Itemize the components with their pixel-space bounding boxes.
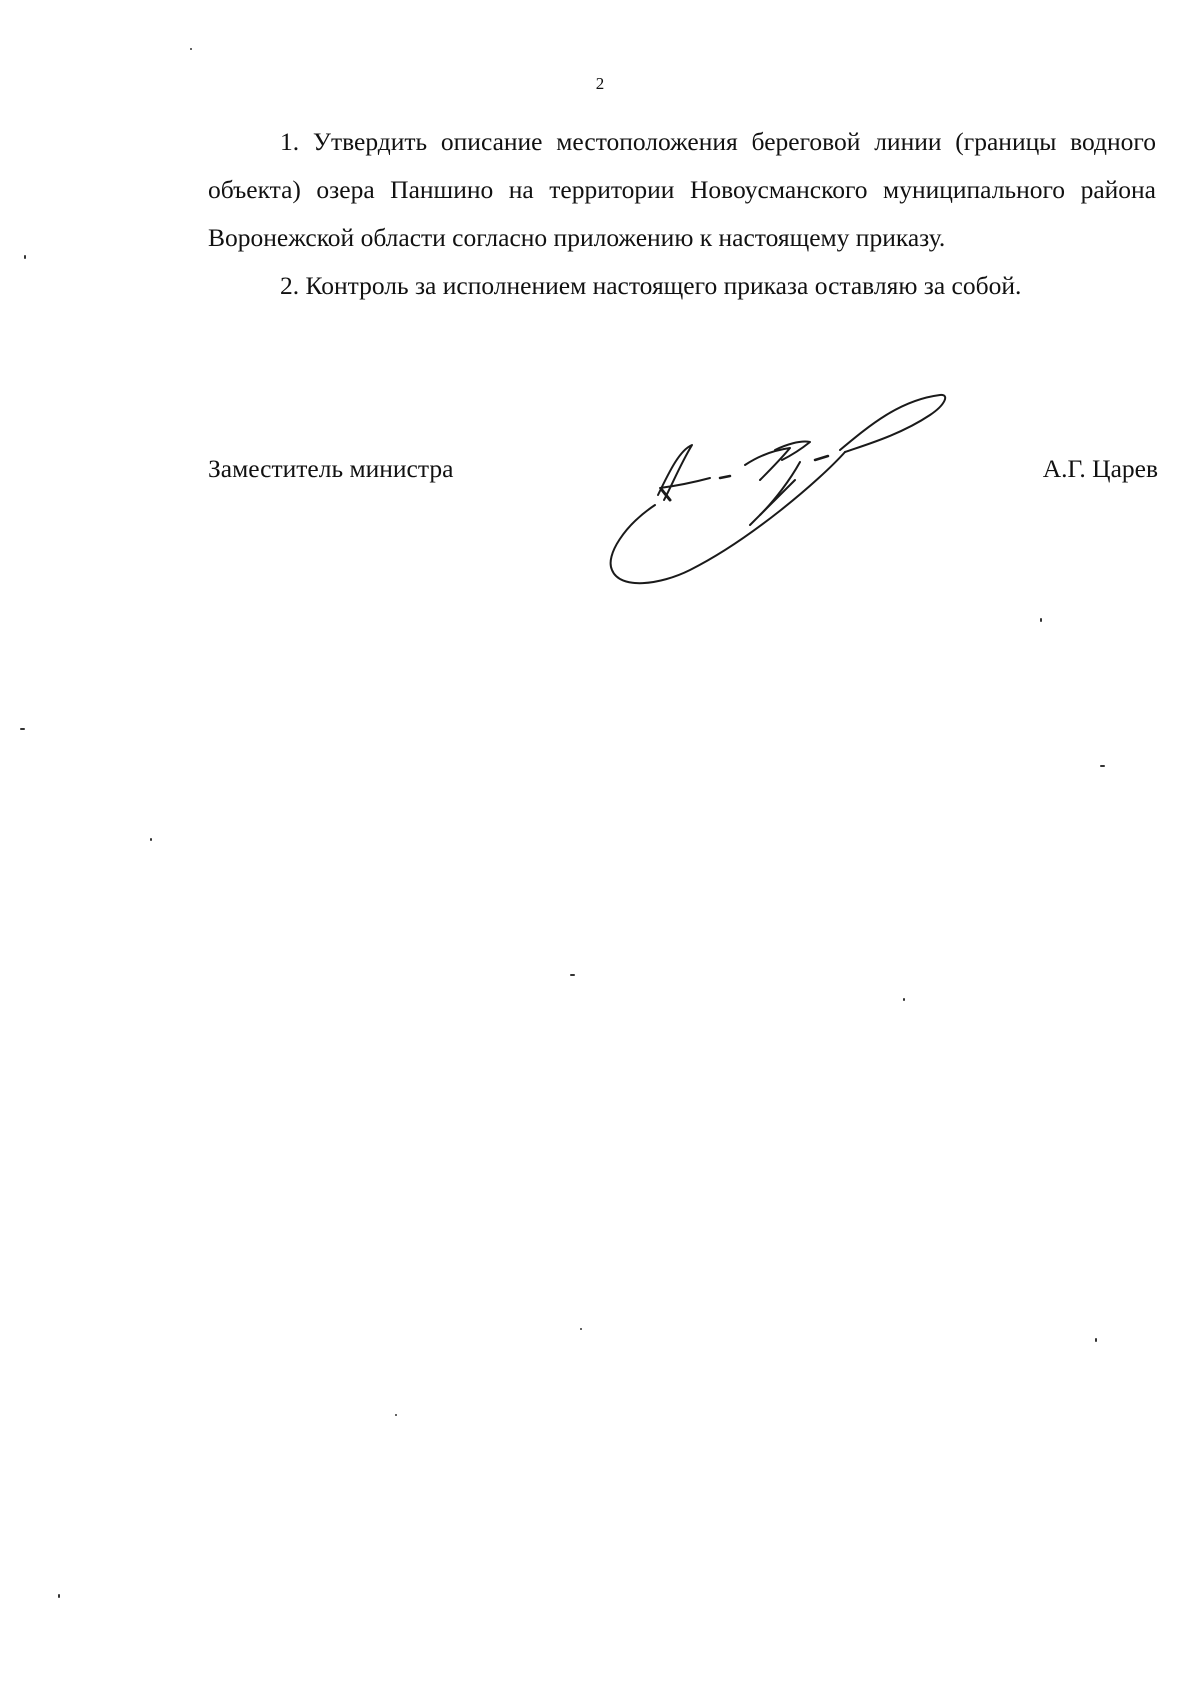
scan-speck <box>570 974 575 976</box>
scan-speck <box>580 1328 582 1330</box>
scan-speck <box>1100 765 1105 767</box>
page-number: 2 <box>595 74 605 93</box>
signatory-position: Заместитель министра <box>208 454 454 483</box>
scan-speck <box>58 1594 60 1598</box>
paragraph-2: 2. Контроль за исполнением настоящего приказа оставляю за собой. <box>280 271 1022 300</box>
paragraph-1: 1. Утвердить описание местоположения береговой линии (границы водного объекта) озера Паншино на территории Новоусманского муниципального района Воронежской области согласно приложению к настоящему приказу. <box>208 127 1156 252</box>
scan-speck <box>903 998 905 1001</box>
scan-speck <box>20 728 25 730</box>
scan-speck <box>395 1414 397 1416</box>
scan-speck <box>150 838 152 841</box>
handwritten-signature <box>600 390 980 590</box>
scan-speck <box>1095 1338 1097 1342</box>
document-body <box>208 118 1156 310</box>
scan-speck <box>1040 618 1042 622</box>
signatory-name: А.Г. Царев <box>1042 454 1158 483</box>
scan-speck <box>190 48 192 50</box>
scan-speck <box>24 255 26 259</box>
